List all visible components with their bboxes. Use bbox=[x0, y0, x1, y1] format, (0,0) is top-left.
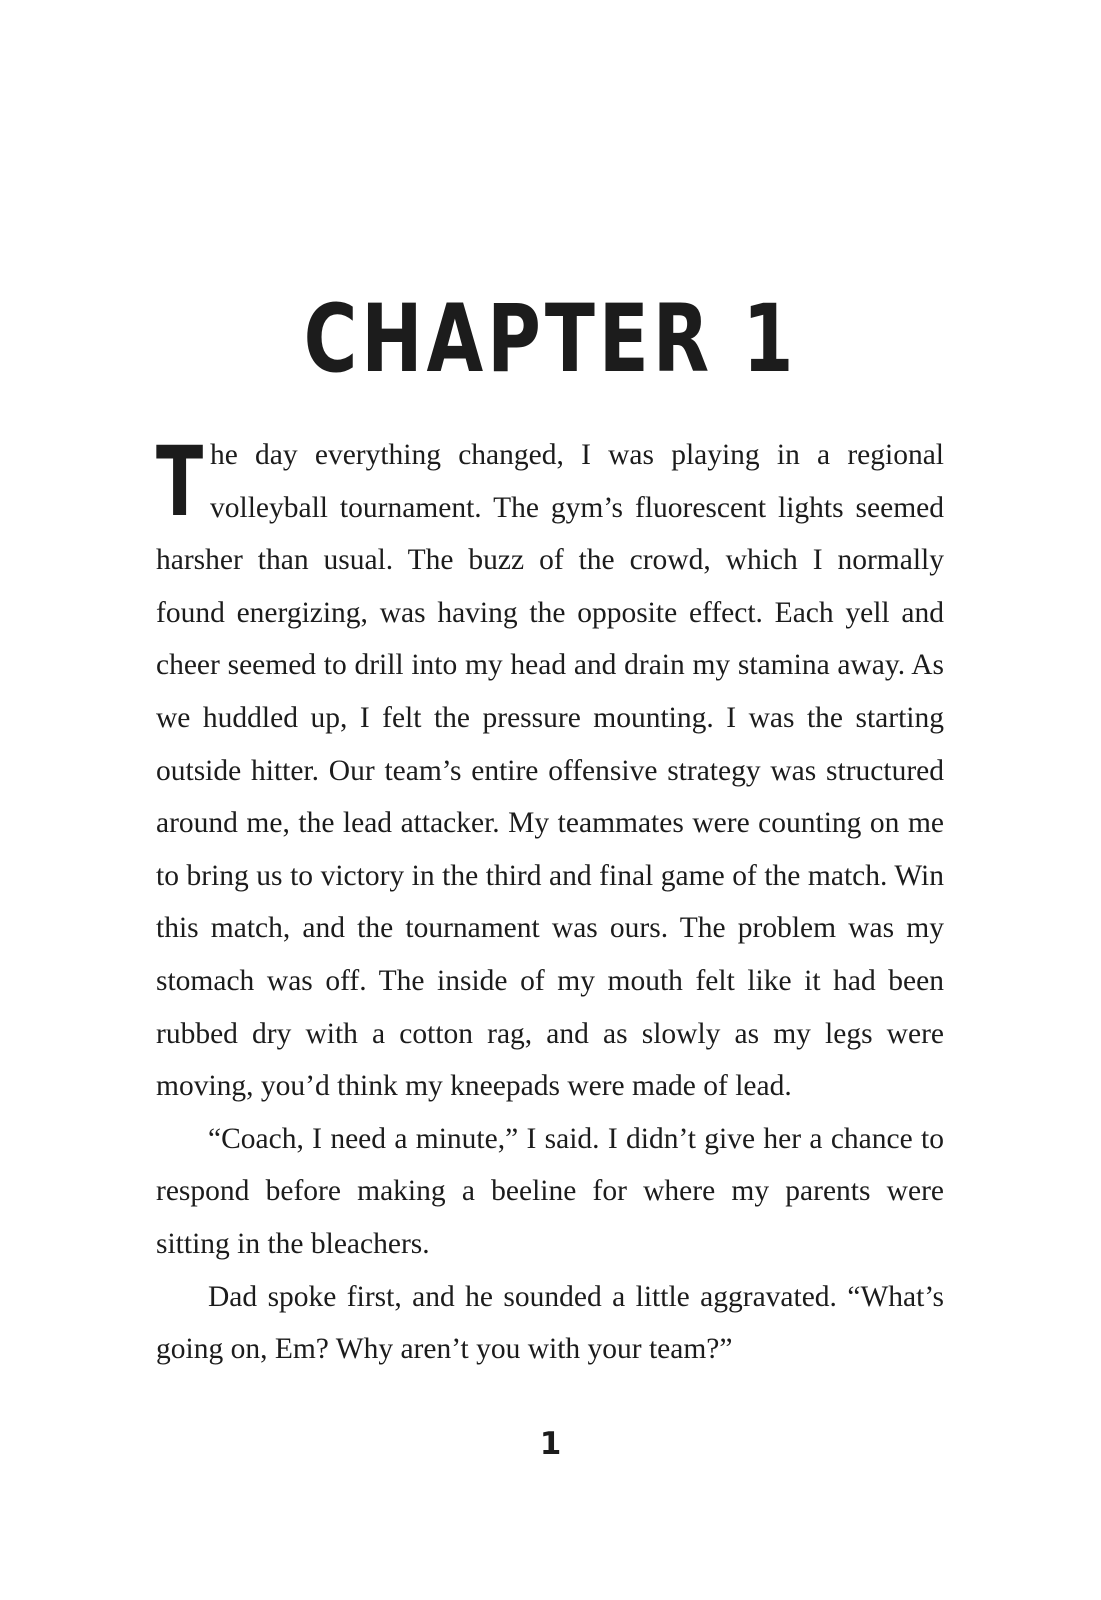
paragraph-text: he day everything changed, I was playing in a regional volleyball tournament. The gym’s fluorescent lights seemed harsher than usual. The buzz of the crowd, which I normally found energizing, was having the opposite effect. Each yell and cheer seemed to drill into my head and drain my stamina away. As we huddled up, I felt the pressure mounting. I was the starting outside hitter. Our team’s entire offensive strategy was structured around me, the lead attacker. My teammates were counting on me to bring us to victory in the third and final game of the match. Win this match, and the tournament was ours. The problem was my stomach was off. The inside of my mouth felt like it had been rubbed dry with a cotton rag, and as slowly as my legs were moving, you’d think my kneepads were made of lead. bbox=[156, 439, 944, 1103]
drop-cap: T bbox=[156, 426, 204, 538]
chapter-title: CHAPTER 1 bbox=[303, 284, 798, 394]
page-number: 1 bbox=[539, 1426, 562, 1462]
paragraph-2: “Coach, I need a minute,” I said. I didn’t give her a chance to respond before making a beeline for where my parents were sitting in the bleachers. bbox=[156, 1122, 944, 1260]
paragraph-3: Dad spoke first, and he sounded a little aggravated. “What’s going on, Em? Why aren’t you with your team?” bbox=[156, 1280, 944, 1366]
chapter-body bbox=[156, 426, 944, 1376]
paragraph-1 bbox=[156, 426, 944, 1113]
